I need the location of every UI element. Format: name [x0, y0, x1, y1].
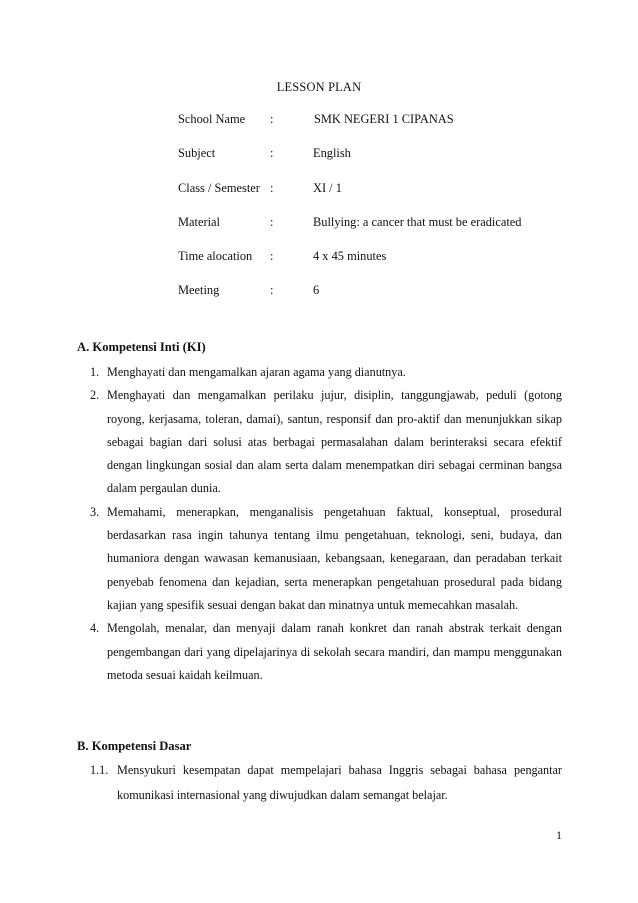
info-row-school-name [178, 112, 522, 146]
info-label: Class / Semester [178, 180, 260, 195]
document-title: LESSON PLAN [276, 80, 362, 94]
info-separator: : [270, 180, 274, 195]
list-item [90, 384, 562, 500]
info-value: English [313, 146, 351, 161]
list-item-text: Mensyukuri kesempatan dapat mempelajari bahasa Inggris sebagai bahasa pengantar komunikasi internasional yang diwujudkan dalam semangat belajar. [117, 763, 562, 802]
info-value: 6 [313, 283, 320, 298]
core-competency-list [90, 361, 562, 687]
info-label: Meeting [178, 283, 220, 298]
info-value: Bullying: a cancer that must be eradicated [313, 214, 522, 229]
list-item [90, 501, 562, 617]
lesson-info-table [178, 112, 522, 318]
info-row-class-semester [178, 181, 522, 215]
section-a-heading: A. Kompetensi Inti (KI) [77, 340, 206, 354]
info-row-subject [178, 146, 522, 180]
section-b-heading: B. Kompetensi Dasar [77, 739, 192, 753]
list-item-text: Menghayati dan mengamalkan perilaku jujur, disiplin, tanggungjawab, peduli (gotong royong, kerjasama, toleran, damai), santun, responsif dan pro-aktif dan menunjukkan sikap sebagai bagian dari solusi atas berbagai permasalahan dalam berinteraksi secara efektif dengan lingkungan sosial dan alam serta dalam menempatkan diri sebagai cerminan bangsa dalam pergaulan dunia. [107, 388, 562, 496]
list-item-text: Memahami, menerapkan, menganalisis pengetahuan faktual, konseptual, prosedural berdasarkan rasa ingin tahunya tentang ilmu pengetahuan, teknologi, seni, budaya, dan humaniora dengan wawasan kemanusiaan, kebangsaan, kenegaraan, dan peradaban terkait penyebab fenomena dan kejadian, serta menerapkan pengetahuan prosedural pada bidang kajian yang spesifik sesuai dengan bakat dan minatnya untuk memecahkan masalah. [107, 504, 562, 612]
page-number: 1 [556, 828, 562, 842]
list-item-number: 3. [90, 504, 100, 519]
info-label: School Name [178, 112, 246, 126]
info-separator: : [270, 112, 274, 126]
basic-competency-list [90, 758, 562, 808]
info-separator: : [270, 283, 274, 298]
list-item-number: 2. [90, 388, 100, 403]
list-item [90, 617, 562, 687]
list-item-text: Mengolah, menalar, dan menyaji dalam ranah konkret dan ranah abstrak terkait dengan pengembangan dari yang dipelajarinya di sekolah secara mandiri, dan mampu menggunakan metoda sesuai kaidah keilmuan. [107, 621, 562, 682]
info-value: XI / 1 [313, 180, 342, 195]
info-separator: : [270, 249, 274, 264]
info-row-meeting [178, 283, 522, 317]
info-label: Time alocation [178, 249, 253, 264]
info-label: Material [178, 214, 220, 229]
list-item [90, 758, 562, 808]
info-row-time-allocation [178, 249, 522, 283]
info-separator: : [270, 146, 274, 161]
info-row-material [178, 215, 522, 249]
info-value: 4 x 45 minutes [313, 249, 387, 264]
list-item-number: 1.1. [90, 763, 109, 777]
list-item-text: Menghayati dan mengamalkan ajaran agama yang dianutnya. [107, 365, 406, 379]
info-separator: : [270, 214, 274, 229]
info-label: Subject [178, 146, 216, 161]
info-value: SMK NEGERI 1 CIPANAS [314, 112, 454, 126]
list-item-number: 4. [90, 621, 100, 636]
list-item-number: 1. [90, 365, 100, 379]
list-item [90, 361, 562, 384]
